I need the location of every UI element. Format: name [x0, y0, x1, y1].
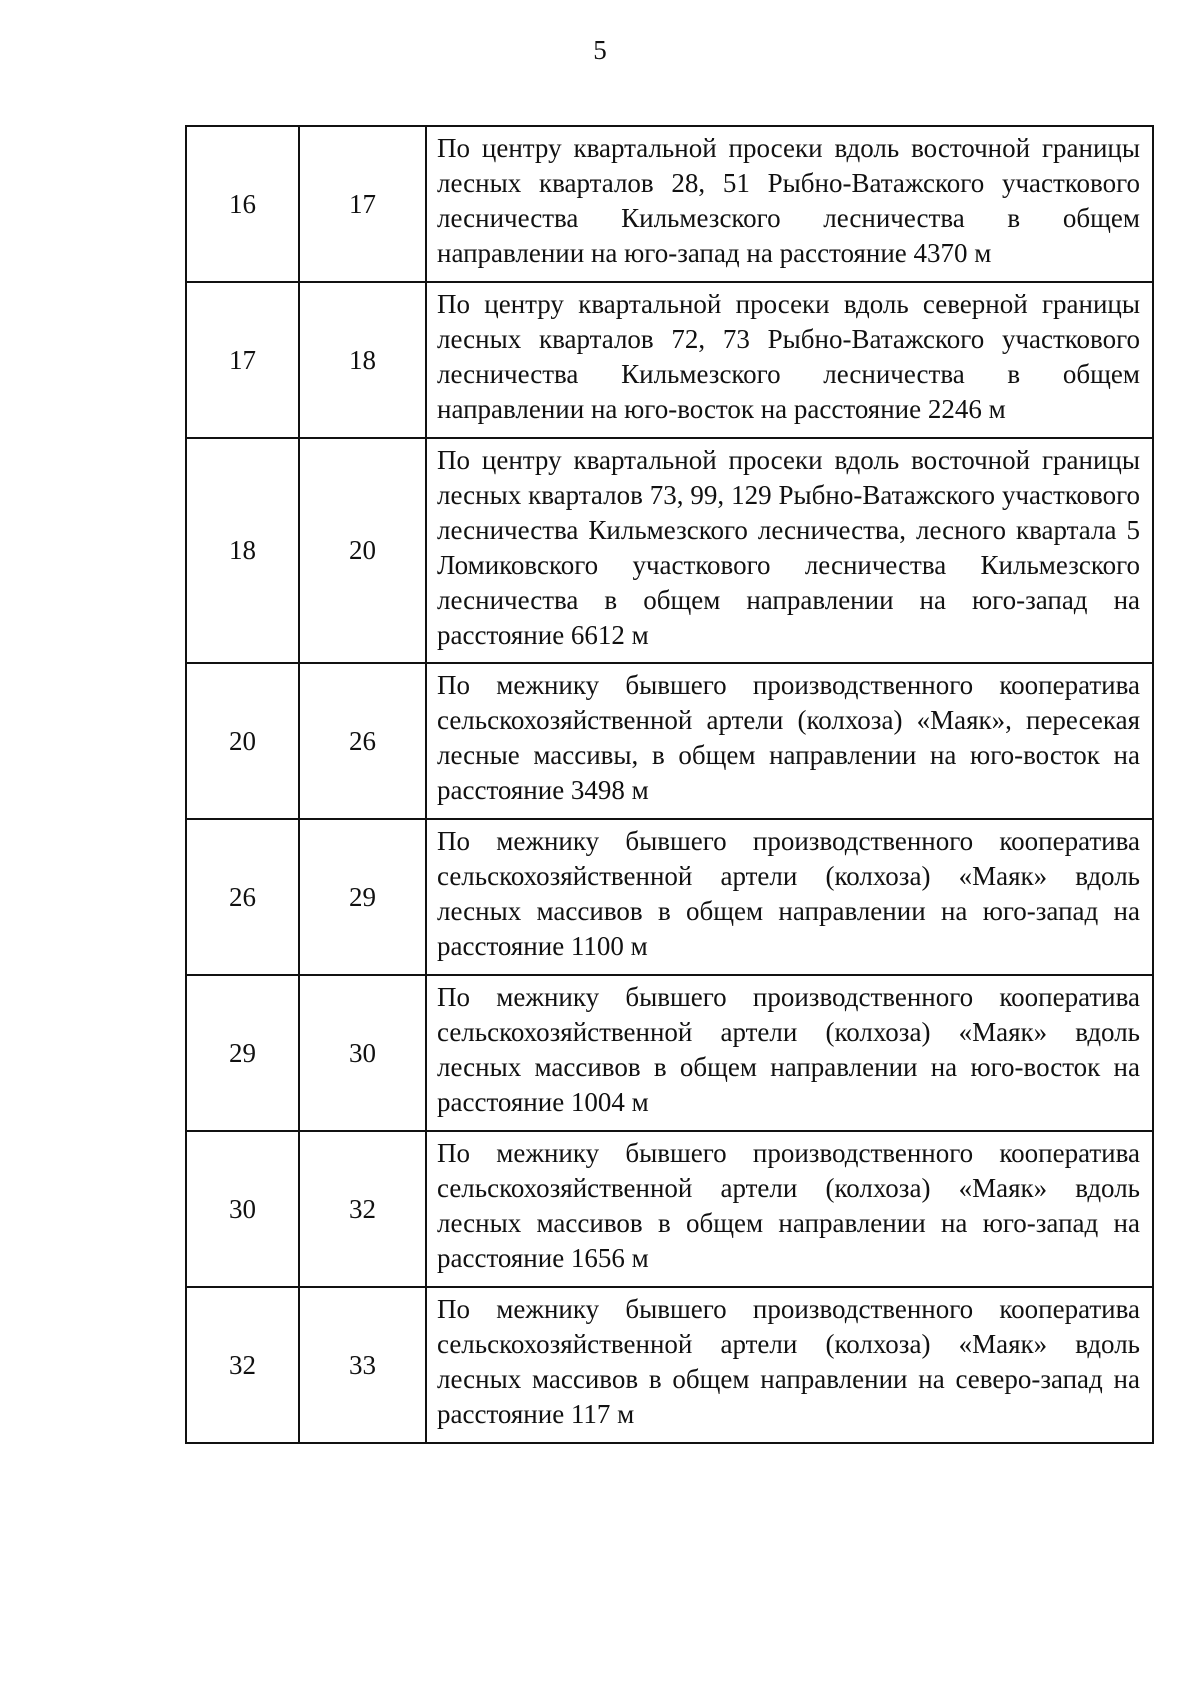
- description-cell: По межнику бывшего производственного кооператива сельскохозяйственной артели (колхоза) «Маяк» вдоль лесных массивов в общем направлении на юго-восток на расстояние 1004 м: [426, 975, 1153, 1131]
- table-row: [186, 1287, 1153, 1443]
- from-point-cell: 17: [186, 282, 299, 438]
- from-point-cell: 18: [186, 438, 299, 663]
- to-point-cell: 17: [299, 126, 426, 282]
- table-row: [186, 663, 1153, 819]
- table-row: [186, 819, 1153, 975]
- from-point-cell: 16: [186, 126, 299, 282]
- from-point-cell: 29: [186, 975, 299, 1131]
- from-point-cell: 32: [186, 1287, 299, 1443]
- from-point-cell: 20: [186, 663, 299, 819]
- to-point-cell: 29: [299, 819, 426, 975]
- description-cell: По центру квартальной просеки вдоль северной границы лесных кварталов 72, 73 Рыбно-Ватажского участкового лесничества Кильмезского лесничества в общем направлении на юго-восток на расстояние 2246 м: [426, 282, 1153, 438]
- from-point-cell: 26: [186, 819, 299, 975]
- table-row: [186, 975, 1153, 1131]
- description-cell: По центру квартальной просеки вдоль восточной границы лесных кварталов 73, 99, 129 Рыбно-Ватажского участкового лесничества Кильмезского лесничества, лесного квартала 5 Ломиковского участкового лесничества Кильмезского лесничества в общем направлении на юго-запад на расстояние 6612 м: [426, 438, 1153, 663]
- description-cell: По центру квартальной просеки вдоль восточной границы лесных кварталов 28, 51 Рыбно-Ватажского участкового лесничества Кильмезского лесничества в общем направлении на юго-запад на расстояние 4370 м: [426, 126, 1153, 282]
- to-point-cell: 26: [299, 663, 426, 819]
- table-row: [186, 126, 1153, 282]
- boundary-table: [185, 125, 1154, 1444]
- from-point-cell: 30: [186, 1131, 299, 1287]
- table-row: [186, 1131, 1153, 1287]
- page-number: 5: [593, 35, 607, 65]
- description-cell: По межнику бывшего производственного кооператива сельскохозяйственной артели (колхоза) «Маяк» вдоль лесных массивов в общем направлении на юго-запад на расстояние 1100 м: [426, 819, 1153, 975]
- to-point-cell: 32: [299, 1131, 426, 1287]
- description-cell: По межнику бывшего производственного кооператива сельскохозяйственной артели (колхоза) «Маяк» вдоль лесных массивов в общем направлении на северо-запад на расстояние 117 м: [426, 1287, 1153, 1443]
- to-point-cell: 20: [299, 438, 426, 663]
- to-point-cell: 33: [299, 1287, 426, 1443]
- description-cell: По межнику бывшего производственного кооператива сельскохозяйственной артели (колхоза) «Маяк», пересекая лесные массивы, в общем направлении на юго-восток на расстояние 3498 м: [426, 663, 1153, 819]
- table-row: [186, 438, 1153, 663]
- to-point-cell: 30: [299, 975, 426, 1131]
- description-cell: По межнику бывшего производственного кооператива сельскохозяйственной артели (колхоза) «Маяк» вдоль лесных массивов в общем направлении на юго-запад на расстояние 1656 м: [426, 1131, 1153, 1287]
- table-row: [186, 282, 1153, 438]
- to-point-cell: 18: [299, 282, 426, 438]
